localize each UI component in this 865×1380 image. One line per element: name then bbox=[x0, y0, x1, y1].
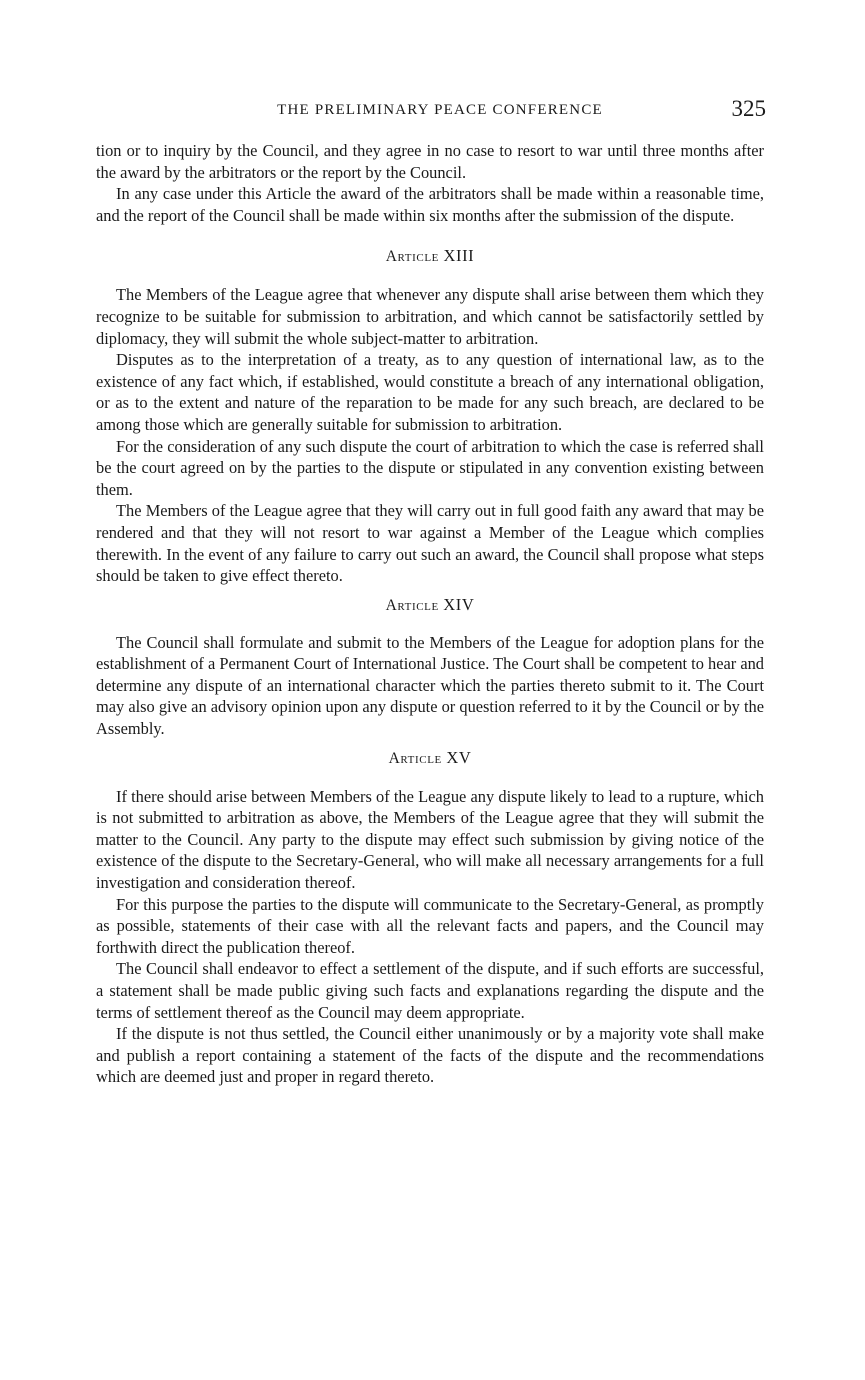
paragraph: The Members of the League agree that they will carry out in full good faith any award that may be rendered and that they will not resort to war against a Member of the League which complies therewith. In the event of any failure to carry out such an award, the Council shall propose what steps should be taken to give effect thereto. bbox=[96, 501, 764, 586]
article-label: Article bbox=[388, 749, 442, 767]
article-xv-heading bbox=[96, 748, 764, 769]
page-number: 325 bbox=[731, 96, 766, 121]
continuation-paragraph: tion or to inquiry by the Council, and they agree in no case to resort to war until three months after the award by the arbitrators or the report by the Council. bbox=[96, 141, 764, 182]
paragraph: If the dispute is not thus settled, the Council either unanimously or by a majority vote shall make and publish a report containing a statement of the facts of the dispute and the recommendations which are deemed just and proper in regard thereto. bbox=[96, 1024, 764, 1087]
running-head: THE PRELIMINARY PEACE CONFERENCE bbox=[277, 102, 603, 118]
paragraph: The Council shall formulate and submit to the Members of the League for adoption plans for the establishment of a Permanent Court of International Justice. The Court shall be competent to hear and determine any dispute of an international character which the parties thereto submit to it. The Court may also give an advisory opinion upon any dispute or question referred to it by the Council or by the Assembly. bbox=[96, 632, 764, 739]
paragraph: Disputes as to the interpretation of a treaty, as to any question of international law, as to the existence of any fact which, if established, would constitute a breach of any international obligation, or as to the extent and nature of the reparation to be made for any such breach, are declared to be among those which are generally suitable for submission to arbitration. bbox=[96, 350, 764, 434]
paragraph: In any case under this Article the award of the arbitrators shall be made within a reasonable time, and the report of the Council shall be made within six months after the submission of the dispute. bbox=[96, 184, 764, 225]
article-label: Article bbox=[385, 596, 439, 614]
article-xiv-heading bbox=[96, 595, 764, 616]
paragraph: The Members of the League agree that whenever any dispute shall arise between them which they recognize to be suitable for submission to arbitration, and which cannot be satisfactorily settled by diplomacy, they will submit the whole subject-matter to arbitration. bbox=[96, 285, 764, 348]
paragraph: For the consideration of any such dispute the court of arbitration to which the case is referred shall be the court agreed on by the parties to the dispute or stipulated in any convention existing between them. bbox=[96, 436, 764, 499]
page-header bbox=[96, 96, 764, 126]
paragraph: The Council shall endeavor to effect a settlement of the dispute, and if such efforts are successful, a statement shall be made public giving such facts and explanations regarding the dispute and the terms of settlement thereof as the Council may deem appropriate. bbox=[96, 959, 764, 1022]
article-label: Article bbox=[385, 248, 439, 266]
paragraph: For this purpose the parties to the dispute will communicate to the Secretary-General, as promptly as possible, statements of their case with all the relevant facts and papers, and the Council may forthwith direct the publication thereof. bbox=[96, 894, 764, 957]
article-xiii-heading bbox=[96, 246, 764, 267]
article-numeral: XIII bbox=[443, 246, 475, 266]
paragraph: If there should arise between Members of the League any dispute likely to lead to a rupture, which is not submitted to arbitration as above, the Members of the League agree that they will submit the matter to the Council. Any party to the dispute may effect such submission by giving notice of the existence of the dispute to the Secretary-General, who will make all necessary arrangements for a full investigation and consideration thereof. bbox=[96, 786, 764, 893]
article-numeral: XIV bbox=[443, 594, 475, 614]
page-content bbox=[96, 96, 764, 1088]
article-numeral: XV bbox=[446, 747, 472, 767]
